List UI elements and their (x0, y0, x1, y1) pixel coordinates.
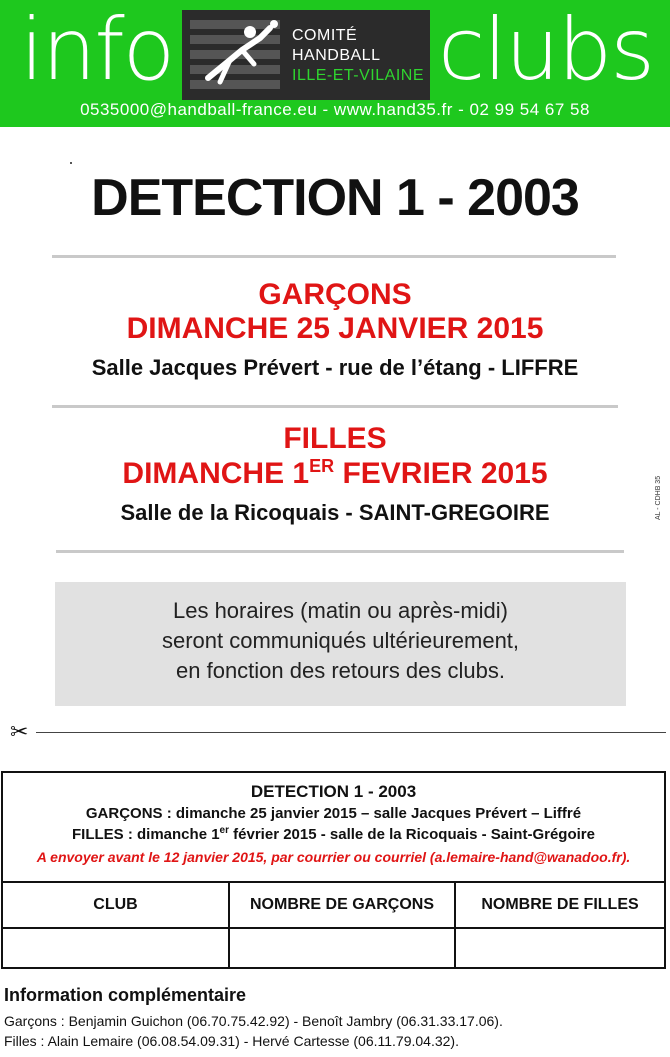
logo-line-region: ILLE-ET-VILAINE (292, 67, 424, 84)
form-filles-line: FILLES : dimanche 1er février 2015 - salle de la Ricoquais - Saint-Grégoire (72, 825, 595, 843)
logo-line-comite: COMITÉ (292, 27, 358, 44)
form-table (3, 881, 664, 967)
registration-form (1, 771, 666, 969)
stray-dot (70, 162, 72, 164)
side-code: AL - CDHB 35 (655, 475, 662, 520)
form-deadline: A envoyer avant le 12 janvier 2015, par courrier ou courriel (a.lemaire-hand@wanadoo.fr). (36, 849, 631, 865)
divider-top (52, 255, 616, 258)
schedule-notice (55, 582, 626, 706)
garcons-venue: Salle Jacques Prévert - rue de l’étang - LIFFRE (91, 355, 579, 380)
info-filles-contacts: Filles : Alain Lemaire (06.08.54.09.31) - Hervé Cartesse (06.11.79.04.32). (4, 1033, 459, 1049)
handball-player-icon (190, 20, 280, 90)
filles-date: DIMANCHE 1ER FEVRIER 2015 (122, 456, 548, 490)
contact-line: 0535000@handball-france.eu - www.hand35.fr - 02 99 54 67 58 (80, 100, 590, 119)
garcons-category: GARÇONS (258, 278, 412, 311)
form-header (3, 773, 664, 881)
form-garcons-line: GARÇONS : dimanche 25 janvier 2015 – salle Jacques Prévert – Liffré (85, 805, 582, 822)
club-cell[interactable] (3, 928, 229, 967)
column-header-filles: NOMBRE DE FILLES (455, 882, 664, 928)
notice-line-3: en fonction des retours des clubs. (176, 658, 505, 683)
cut-line (36, 732, 666, 733)
committee-logo (182, 10, 430, 100)
notice-line-1: Les horaires (matin ou après-midi) (172, 598, 509, 623)
header-word-clubs: clubs (438, 0, 654, 100)
logo-line-handball: HANDBALL (292, 47, 381, 64)
form-title: DETECTION 1 - 2003 (250, 782, 417, 801)
column-header-club: CLUB (3, 882, 229, 928)
column-header-garcons: NOMBRE DE GARÇONS (229, 882, 455, 928)
scissors-icon: ✂ (10, 719, 29, 744)
filles-category: FILLES (283, 422, 387, 455)
garcons-date: DIMANCHE 25 JANVIER 2015 (126, 312, 544, 345)
info-title: Information complémentaire (4, 985, 247, 1005)
header-word-info: info (20, 0, 174, 100)
filles-venue: Salle de la Ricoquais - SAINT-GREGOIRE (120, 500, 550, 525)
notice-line-2: seront communiqués ultérieurement, (161, 628, 520, 653)
page-title: DETECTION 1 - 2003 (91, 169, 579, 227)
filles-count-cell[interactable] (455, 928, 664, 967)
logo-text (292, 26, 424, 86)
divider-bottom (56, 550, 624, 553)
info-garcons-contacts: Garçons : Benjamin Guichon (06.70.75.42.92) - Benoît Jambry (06.31.33.17.06). (4, 1013, 503, 1029)
divider-middle (52, 405, 618, 408)
header-banner (0, 0, 670, 127)
garcons-count-cell[interactable] (229, 928, 455, 967)
